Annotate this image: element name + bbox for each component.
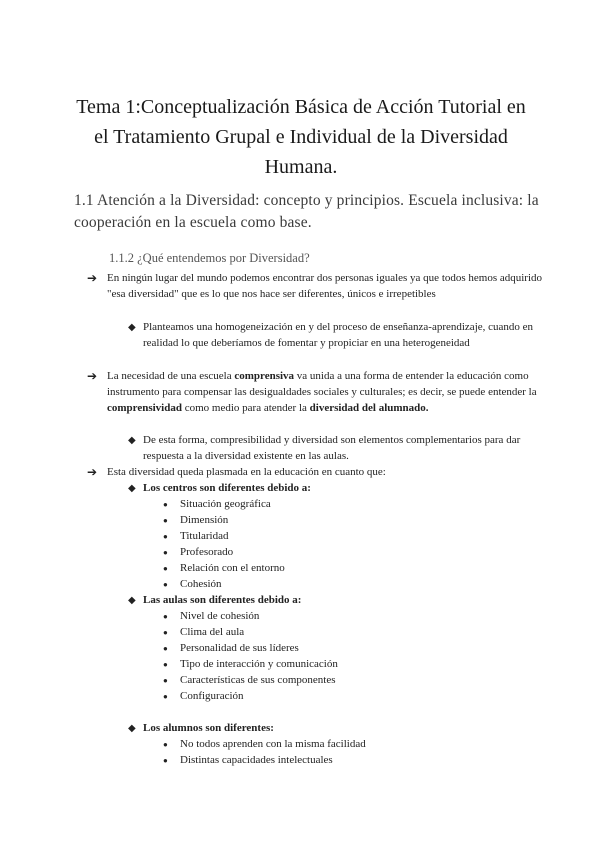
bullet-dot-icon: ● [163,628,168,637]
bullet-comprehensive-school [107,368,547,416]
list-item: Nivel de cohesión [180,610,260,622]
list-item: Características de sus componentes [180,674,336,686]
group-heading-text: Los alumnos son diferentes: [143,722,274,734]
text-run: como medio para atender la [181,402,310,414]
bullet-dot-icon: ● [163,756,168,765]
keyword-comprensividad: comprensividad [107,402,182,414]
list-item: Titularidad [180,530,229,542]
list-item: Tipo de interacción y comunicación [180,658,338,670]
section-heading: 1.1 Atención a la Diversidad: concepto y principios. Escuela inclusiva: la cooperación en la escuela como base. [74,192,539,231]
bullet-dot-icon: ● [163,660,168,669]
list-item: Profesorado [180,546,234,558]
sub-bullet-homogenization: Planteamos una homogeneización en y del proceso de enseñanza-aprendizaje, cuando en realidad lo que deberíamos de fomentar y propiciar en una heterogeneidad [143,321,534,349]
keyword-comprensiva: comprensiva [234,370,295,382]
sub-bullet-complementary: De esta forma, compresibilidad y diversidad son elementos complementarios para dar respuesta a la diversidad existente en las aulas. [143,434,521,462]
bullet-dot-icon: ● [163,532,168,541]
bullet-dot-icon: ● [163,676,168,685]
diamond-icon: ◆ [128,483,136,494]
list-item: Cohesión [180,578,222,590]
list-item: Configuración [180,690,244,702]
group-heading-text: Las aulas son diferentes debido a: [143,594,302,606]
bullet-dot-icon: ● [163,644,168,653]
bullet-dot-icon: ● [163,516,168,525]
keyword-diversidad-alumnado: diversidad del alumnado. [309,402,429,414]
group-heading-aulas [143,592,543,608]
bullet-dot-icon: ● [163,548,168,557]
bullet-dot-icon: ● [163,740,168,749]
list-item: Personalidad de sus líderes [180,642,299,654]
text-run: va unida a una forma de entender la educación como instrumento para compensar las desigualdades sociales y culturales; es decir, se puede entender la [107,370,537,398]
subsection-heading: 1.1.2 ¿Qué entendemos por Diversidad? [109,251,310,265]
bullet-dot-icon: ● [163,580,168,589]
list-item: No todos aprenden con la misma facilidad [180,738,366,750]
bullet-dot-icon: ● [163,500,168,509]
arrow-icon: ➔ [87,271,98,285]
group-heading-alumnos [143,720,543,736]
bullet-dot-icon: ● [163,612,168,621]
diamond-icon: ◆ [128,435,136,446]
page-title: Tema 1:Conceptualización Básica de Acción Tutorial en el Tratamiento Grupal e Individual de la Diversidad Humana. [76,96,526,178]
diamond-icon: ◆ [128,322,136,333]
list-item: Dimensión [180,514,229,526]
diamond-icon: ◆ [128,723,136,734]
arrow-icon: ➔ [87,465,98,479]
bullet-diversity-education: Esta diversidad queda plasmada en la educación en cuanto que: [107,466,386,478]
diamond-icon: ◆ [128,595,136,606]
text-run: La necesidad de una escuela [107,370,235,382]
bullet-dot-icon: ● [163,692,168,701]
bullet-dot-icon: ● [163,564,168,573]
list-item: Situación geográfica [180,498,271,510]
list-item: Relación con el entorno [180,562,285,574]
arrow-icon: ➔ [87,369,98,383]
group-heading-text: Los centros son diferentes debido a: [143,482,311,494]
list-item: Distintas capacidades intelectuales [180,754,333,766]
list-item: Clima del aula [180,626,245,638]
bullet-diversity-definition: En ningún lugar del mundo podemos encontrar dos personas iguales ya que todos hemos adquirido "esa diversidad" que es lo que nos hace ser diferentes, únicos e irrepetibles [107,272,543,300]
group-heading-centros [143,480,543,496]
